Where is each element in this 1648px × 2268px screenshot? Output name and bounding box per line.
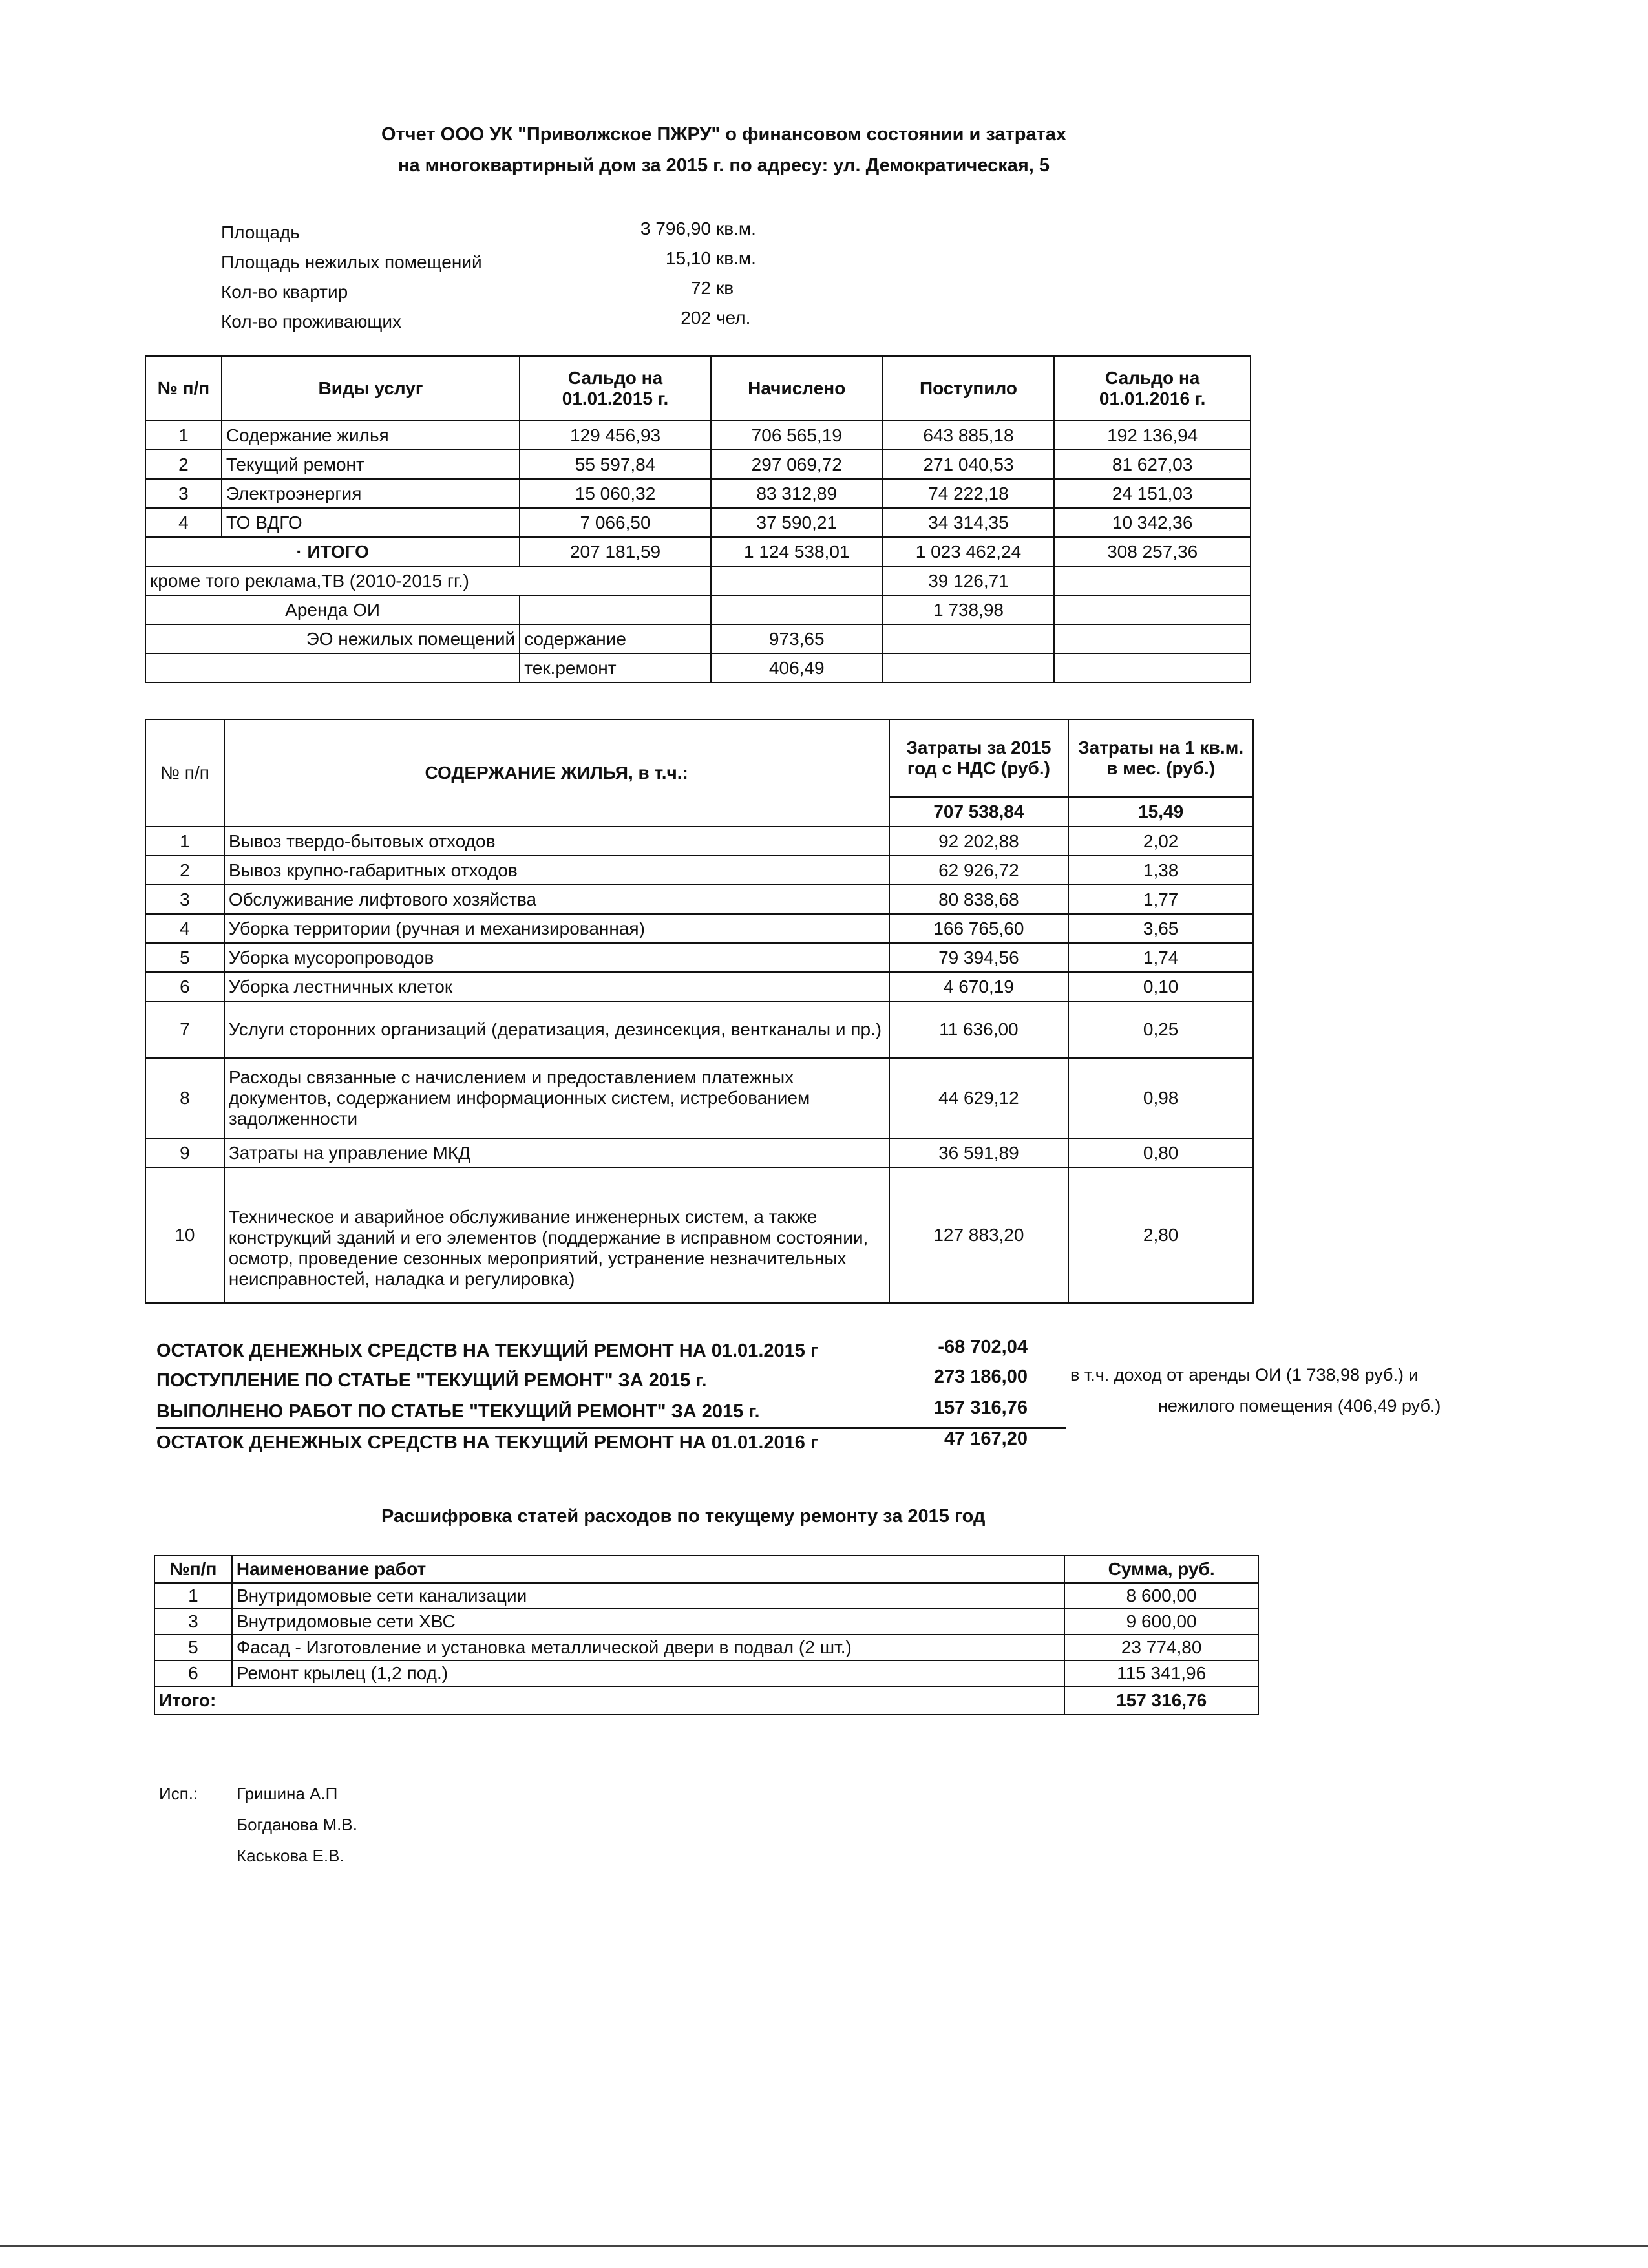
item-per-m2: 0,10 xyxy=(1068,972,1253,1001)
table-header-row xyxy=(154,1556,1258,1583)
item-name: Обслуживание лифтового хозяйства xyxy=(224,885,889,914)
repair-balance-end-label: ОСТАТОК ДЕНЕЖНЫХ СРЕДСТВ НА ТЕКУЩИЙ РЕМОНТ НА 01.01.2016 г xyxy=(156,1432,819,1453)
info-label-nonres-area: Площадь нежилых помещений xyxy=(221,252,482,272)
saldo-end: 81 627,03 xyxy=(1054,450,1251,479)
nonres-repair-value: 406,49 xyxy=(711,653,883,683)
work-sum: 23 774,80 xyxy=(1064,1635,1258,1660)
item-per-m2: 1,77 xyxy=(1068,885,1253,914)
table-row xyxy=(154,1609,1258,1635)
item-cost: 166 765,60 xyxy=(889,914,1069,943)
nonres-repair-row xyxy=(145,653,1251,683)
work-sum: 8 600,00 xyxy=(1064,1583,1258,1609)
repair-done-label: ВЫПОЛНЕНО РАБОТ ПО СТАТЬЕ "ТЕКУЩИЙ РЕМОНТ" ЗА 2015 г. xyxy=(156,1401,760,1422)
item-cost: 79 394,56 xyxy=(889,943,1069,972)
nonres-maint-row xyxy=(145,624,1251,653)
empty-cell xyxy=(883,624,1055,653)
empty-cell xyxy=(711,566,883,595)
repair-done-value: 157 316,76 xyxy=(933,1397,1028,1418)
col-header-work: Наименование работ xyxy=(232,1556,1064,1583)
col-header-cost-per-m2: Затраты на 1 кв.м. в мес. (руб.) xyxy=(1068,719,1253,797)
col-header-maintenance: СОДЕРЖАНИЕ ЖИЛЬЯ, в т.ч.: xyxy=(224,719,889,827)
col-header-cost-2015: Затраты за 2015 год с НДС (руб.) xyxy=(889,719,1069,797)
total-row xyxy=(154,1686,1258,1715)
repair-balance-start-label: ОСТАТОК ДЕНЕЖНЫХ СРЕДСТВ НА ТЕКУЩИЙ РЕМОНТ НА 01.01.2015 г xyxy=(156,1341,819,1361)
item-per-m2: 0,98 xyxy=(1068,1058,1253,1138)
saldo-start: 15 060,32 xyxy=(520,479,711,508)
row-number: 1 xyxy=(145,421,222,450)
received: 271 040,53 xyxy=(883,450,1055,479)
row-number: 10 xyxy=(145,1167,224,1303)
col-header-received: Поступило xyxy=(883,356,1055,421)
info-value-residents: 202 xyxy=(681,308,711,328)
col-header-number: №п/п xyxy=(154,1556,232,1583)
row-number: 8 xyxy=(145,1058,224,1138)
work-name: Внутридомовые сети ХВС xyxy=(232,1609,1064,1635)
item-per-m2: 0,80 xyxy=(1068,1138,1253,1167)
received: 74 222,18 xyxy=(883,479,1055,508)
item-cost: 44 629,12 xyxy=(889,1058,1069,1138)
item-per-m2: 2,02 xyxy=(1068,827,1253,856)
item-name: Затраты на управление МКД xyxy=(224,1138,889,1167)
item-cost: 127 883,20 xyxy=(889,1167,1069,1303)
table-row xyxy=(145,1001,1253,1058)
page-bottom-rule xyxy=(0,2245,1648,2247)
table-row xyxy=(145,508,1251,537)
table-row xyxy=(145,972,1253,1001)
row-number: 1 xyxy=(145,827,224,856)
item-cost: 11 636,00 xyxy=(889,1001,1069,1058)
breakdown-title: Расшифровка статей расходов по текущему ремонту за 2015 год xyxy=(381,1506,986,1527)
table-row xyxy=(145,914,1253,943)
row-number: 3 xyxy=(145,885,224,914)
empty-cell xyxy=(1054,624,1251,653)
services-table xyxy=(145,355,1251,683)
saldo-end: 10 342,36 xyxy=(1054,508,1251,537)
empty-cell xyxy=(1054,566,1251,595)
repairs-breakdown-table xyxy=(154,1555,1259,1715)
service-name: ТО ВДГО xyxy=(222,508,520,537)
total-saldo-start: 207 181,59 xyxy=(520,537,711,566)
work-sum: 9 600,00 xyxy=(1064,1609,1258,1635)
breakdown-total-label: Итого: xyxy=(154,1686,1064,1715)
work-name: Внутридомовые сети канализации xyxy=(232,1583,1064,1609)
info-value-nonres-area: 15,10 xyxy=(665,248,711,268)
item-name: Уборка территории (ручная и механизированная) xyxy=(224,914,889,943)
item-cost: 92 202,88 xyxy=(889,827,1069,856)
extra-ads-row xyxy=(145,566,1251,595)
total-row xyxy=(145,537,1251,566)
table-row xyxy=(145,450,1251,479)
nonres-label: ЭО нежилых помещений xyxy=(145,624,520,653)
row-number: 3 xyxy=(154,1609,232,1635)
col-header-service: Виды услуг xyxy=(222,356,520,421)
info-label-flats: Кол-во квартир xyxy=(221,282,348,302)
saldo-start: 55 597,84 xyxy=(520,450,711,479)
info-unit-nonres-area: кв.м. xyxy=(716,248,756,268)
empty-cell xyxy=(883,653,1055,683)
info-unit-residents: чел. xyxy=(716,308,751,328)
empty-cell xyxy=(145,653,520,683)
table-row xyxy=(145,885,1253,914)
item-cost: 80 838,68 xyxy=(889,885,1069,914)
table-row xyxy=(145,1167,1253,1303)
rent-row xyxy=(145,595,1251,624)
total-saldo-end: 308 257,36 xyxy=(1054,537,1251,566)
empty-cell xyxy=(1054,595,1251,624)
rent-value: 1 738,98 xyxy=(883,595,1055,624)
empty-cell xyxy=(711,595,883,624)
row-number: 9 xyxy=(145,1138,224,1167)
item-name: Уборка лестничных клеток xyxy=(224,972,889,1001)
table-row xyxy=(145,479,1251,508)
saldo-end: 24 151,03 xyxy=(1054,479,1251,508)
signature-name: Гришина А.П xyxy=(237,1784,338,1803)
nonres-maint-label: содержание xyxy=(520,624,711,653)
work-name: Фасад - Изготовление и установка металлической двери в подвал (2 шт.) xyxy=(232,1635,1064,1660)
empty-cell xyxy=(1054,653,1251,683)
repair-income-label: ПОСТУПЛЕНИЕ ПО СТАТЬЕ "ТЕКУЩИЙ РЕМОНТ" ЗА 2015 г. xyxy=(156,1370,707,1391)
item-name: Расходы связанные с начислением и предоставлением платежных документов, содержанием информационных систем, истребованием задолженности xyxy=(224,1058,889,1138)
total-charged: 1 124 538,01 xyxy=(711,537,883,566)
saldo-end: 192 136,94 xyxy=(1054,421,1251,450)
info-label-area: Площадь xyxy=(221,222,300,242)
info-unit-area: кв.м. xyxy=(716,218,756,238)
item-cost: 62 926,72 xyxy=(889,856,1069,885)
saldo-start: 129 456,93 xyxy=(520,421,711,450)
col-header-saldo-end: Сальдо на 01.01.2016 г. xyxy=(1054,356,1251,421)
item-name: Вывоз твердо-бытовых отходов xyxy=(224,827,889,856)
item-per-m2: 1,38 xyxy=(1068,856,1253,885)
item-name: Вывоз крупно-габаритных отходов xyxy=(224,856,889,885)
item-per-m2: 2,80 xyxy=(1068,1167,1253,1303)
service-name: Текущий ремонт xyxy=(222,450,520,479)
total-received: 1 023 462,24 xyxy=(883,537,1055,566)
empty-cell xyxy=(520,595,711,624)
repair-note-line2: нежилого помещения (406,49 руб.) xyxy=(1158,1396,1441,1415)
item-per-m2: 3,65 xyxy=(1068,914,1253,943)
rent-label: Аренда ОИ xyxy=(145,595,520,624)
nonres-repair-label: тек.ремонт xyxy=(520,653,711,683)
col-header-sum: Сумма, руб. xyxy=(1064,1556,1258,1583)
charged: 37 590,21 xyxy=(711,508,883,537)
maintenance-total-per-m2: 15,49 xyxy=(1068,797,1253,827)
table-row xyxy=(154,1660,1258,1686)
charged: 706 565,19 xyxy=(711,421,883,450)
table-row xyxy=(145,421,1251,450)
item-name: Техническое и аварийное обслуживание инженерных систем, а также конструкций зданий и его элементов (поддержание в исправном состоянии, осмотр, проведение сезонных мероприятий, устранение незначительных неисправностей, наладка и регулировка) xyxy=(224,1167,889,1303)
received: 643 885,18 xyxy=(883,421,1055,450)
col-header-number: № п/п xyxy=(145,719,224,827)
row-number: 5 xyxy=(154,1635,232,1660)
table-header-row xyxy=(145,719,1253,797)
saldo-start: 7 066,50 xyxy=(520,508,711,537)
row-number: 6 xyxy=(154,1660,232,1686)
service-name: Электроэнергия xyxy=(222,479,520,508)
charged: 83 312,89 xyxy=(711,479,883,508)
item-name: Уборка мусоропроводов xyxy=(224,943,889,972)
item-cost: 36 591,89 xyxy=(889,1138,1069,1167)
col-header-charged: Начислено xyxy=(711,356,883,421)
table-row xyxy=(154,1583,1258,1609)
item-per-m2: 0,25 xyxy=(1068,1001,1253,1058)
table-row xyxy=(145,856,1253,885)
row-number: 3 xyxy=(145,479,222,508)
col-header-number: № п/п xyxy=(145,356,222,421)
table-row xyxy=(145,1058,1253,1138)
item-per-m2: 1,74 xyxy=(1068,943,1253,972)
charged: 297 069,72 xyxy=(711,450,883,479)
work-name: Ремонт крылец (1,2 под.) xyxy=(232,1660,1064,1686)
signature-name: Богданова М.В. xyxy=(237,1815,357,1834)
repair-note-line1: в т.ч. доход от аренды ОИ (1 738,98 руб.) и xyxy=(1070,1365,1419,1384)
repair-balance-end-value: 47 167,20 xyxy=(944,1428,1028,1449)
maintenance-table xyxy=(145,719,1254,1304)
row-number: 1 xyxy=(154,1583,232,1609)
row-number: 2 xyxy=(145,450,222,479)
col-header-saldo-start: Сальдо на 01.01.2015 г. xyxy=(520,356,711,421)
report-title-line1: Отчет ООО УК "Приволжское ПЖРУ" о финансовом состоянии и затратах xyxy=(381,124,1067,145)
row-number: 5 xyxy=(145,943,224,972)
received: 34 314,35 xyxy=(883,508,1055,537)
info-value-flats: 72 xyxy=(690,278,711,298)
info-label-residents: Кол-во проживающих xyxy=(221,312,402,332)
row-number: 6 xyxy=(145,972,224,1001)
report-title-line2: на многоквартирный дом за 2015 г. по адресу: ул. Демократическая, 5 xyxy=(397,155,1050,176)
extra-ads-value: 39 126,71 xyxy=(883,566,1055,595)
service-name: Содержание жилья xyxy=(222,421,520,450)
work-sum: 115 341,96 xyxy=(1064,1660,1258,1686)
nonres-maint-value: 973,65 xyxy=(711,624,883,653)
extra-ads-label: кроме того реклама,ТВ (2010-2015 гг.) xyxy=(145,566,711,595)
row-number: 4 xyxy=(145,914,224,943)
info-unit-flats: кв xyxy=(716,278,734,298)
row-number: 7 xyxy=(145,1001,224,1058)
row-number: 2 xyxy=(145,856,224,885)
table-header-row xyxy=(145,356,1251,421)
breakdown-total-value: 157 316,76 xyxy=(1064,1686,1258,1715)
signatures-prefix: Исп.: xyxy=(159,1784,198,1803)
table-row xyxy=(145,1138,1253,1167)
item-name: Услуги сторонних организаций (дератизация, дезинсекция, вентканалы и пр.) xyxy=(224,1001,889,1058)
info-value-area: 3 796,90 xyxy=(640,218,711,238)
table-row xyxy=(145,943,1253,972)
table-row xyxy=(154,1635,1258,1660)
table-row xyxy=(145,827,1253,856)
item-cost: 4 670,19 xyxy=(889,972,1069,1001)
repair-income-value: 273 186,00 xyxy=(933,1366,1028,1387)
total-label: · ИТОГО xyxy=(145,537,520,566)
signature-name: Каськова Е.В. xyxy=(237,1846,344,1865)
repair-balance-start-value: -68 702,04 xyxy=(938,1337,1028,1357)
row-number: 4 xyxy=(145,508,222,537)
maintenance-total-cost: 707 538,84 xyxy=(889,797,1069,827)
